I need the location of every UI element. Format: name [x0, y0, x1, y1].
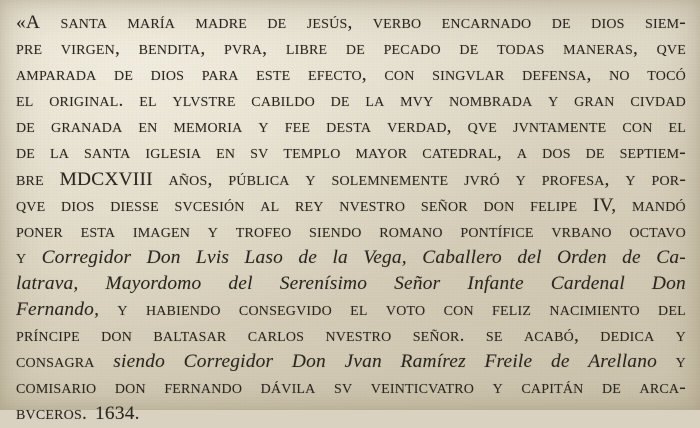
inscription-line: [16, 36, 686, 62]
inscription-word: carlos: [247, 325, 305, 347]
inscription-word: trofeo: [235, 220, 292, 242]
inscription-word: y: [492, 377, 503, 399]
inscription-word: MDCXVIII: [59, 168, 153, 190]
inscription-word: septiem-: [619, 142, 686, 164]
inscription-word: y: [117, 299, 128, 321]
inscription-word: de: [267, 12, 287, 33]
inscription-line: [16, 88, 686, 114]
inscription-word: qve: [656, 38, 686, 60]
inscription-word: la: [365, 90, 385, 112]
inscription-word: pública: [228, 168, 290, 190]
inscription-word: el: [668, 116, 686, 138]
inscription-word: Don: [291, 351, 326, 373]
inscription-word: svcesión: [174, 194, 245, 216]
inscription-word: la: [332, 246, 348, 268]
inscription-word: Ca-: [656, 246, 686, 268]
inscription-word: Serenísimo: [279, 272, 368, 294]
inscription-word: de: [622, 246, 641, 268]
inscription-word: a: [516, 142, 528, 164]
inscription-word: Corregidor: [183, 351, 274, 373]
inscription-word: dios: [61, 194, 95, 216]
inscription-word: tocó: [647, 64, 686, 86]
inscription-word: maneras,: [563, 38, 638, 60]
inscription-word: con: [443, 299, 474, 321]
inscription-word: para: [201, 64, 239, 86]
inscription-word: bre: [16, 168, 44, 190]
inscription-word: nvestro: [339, 194, 406, 216]
inscription-word: Arellano: [588, 351, 657, 373]
inscription-word: y: [675, 351, 686, 373]
inscription-word: de: [16, 142, 36, 164]
inscription-word: al: [260, 194, 280, 216]
inscription-word: Señor: [394, 272, 441, 294]
inscription-word: pre: [16, 38, 43, 60]
inscription-word: iglesia: [145, 142, 202, 164]
inscription-word: de: [550, 351, 570, 373]
inscription-line: [16, 10, 686, 36]
inscription-word: bvceros.: [16, 403, 88, 425]
inscription-word: profesa,: [541, 168, 610, 190]
inscription-word: Laso: [244, 246, 284, 268]
inscription-word: siendo: [113, 351, 166, 373]
inscription-word: mandó: [631, 194, 686, 216]
inscription-word: latrava,: [16, 272, 79, 294]
inscription-word: memoria: [173, 116, 243, 138]
inscription-word: del: [658, 299, 686, 321]
inscription-word: y: [258, 116, 269, 138]
inscription-word: de: [330, 90, 350, 112]
inscription-word: verdad,: [387, 116, 452, 138]
inscription-word: jesús,: [306, 12, 353, 33]
inscription-word: nvestro: [325, 325, 392, 347]
inscription-word: dios: [591, 12, 625, 33]
inscription-word: príncipe: [16, 325, 80, 347]
inscription-word: Cardenal: [550, 272, 625, 294]
inscription-word: solemnemente: [331, 168, 449, 190]
inscription-word: de: [298, 246, 318, 268]
inscription-word: qve: [467, 116, 498, 138]
inscription-line: [16, 140, 686, 166]
inscription-word: dios: [150, 64, 185, 86]
inscription-word: original.: [49, 90, 124, 112]
inscription-word: maría: [127, 12, 176, 33]
inscription-word: vrbano: [551, 220, 612, 242]
inscription-word: cabildo: [251, 90, 315, 112]
inscription-word: de: [585, 142, 605, 164]
inscription-word: esta: [80, 220, 116, 242]
inscription-word: don: [101, 325, 133, 347]
inscription-word: santa: [60, 12, 108, 33]
inscription-word: de: [459, 38, 479, 60]
inscription-word: madre: [195, 12, 247, 33]
inscription-line: [16, 401, 686, 427]
inscription-word: rey: [295, 194, 324, 216]
inscription-word: de: [551, 12, 571, 33]
inscription-word: del: [517, 246, 542, 268]
inscription-word: y: [16, 246, 27, 268]
inscription-word: por-: [651, 168, 686, 190]
inscription-line: [16, 219, 686, 245]
inscription-word: amparada: [16, 64, 97, 86]
inscription-word: Mayordomo: [105, 272, 202, 294]
inscription-word: civdad: [630, 90, 686, 112]
inscription-word: y: [207, 220, 219, 242]
inscription-word: dos: [542, 142, 571, 164]
inscription-word: qve: [16, 194, 46, 216]
inscription-word: verbo: [372, 12, 422, 33]
inscription-word: octavo: [629, 220, 686, 242]
inscription-word: Ramírez: [400, 351, 466, 373]
inscription-word: no: [609, 64, 630, 86]
inscription-word: Caballero: [422, 246, 502, 268]
inscription-word: comisario: [16, 377, 97, 399]
inscription-word: gran: [574, 90, 615, 112]
inscription-word: ylvstre: [172, 90, 236, 112]
inscription-word: la: [49, 142, 70, 164]
inscription-word: efecto,: [307, 64, 367, 86]
inscription-line: [16, 271, 686, 297]
inscription-word: consegvido: [238, 299, 332, 321]
inscription-word: pontífice: [460, 220, 534, 242]
inscription-word: todas: [497, 38, 545, 60]
inscription-word: Fernando,: [16, 299, 100, 321]
inscription-word: Freile: [484, 351, 533, 373]
inscription-word: en: [138, 116, 158, 138]
inscription-word: jvró: [464, 168, 500, 190]
inscription-word: siem-: [645, 12, 686, 33]
inscription-word: señor: [420, 194, 468, 216]
inscription-word: Infante: [467, 272, 524, 294]
inscription-word: defensa,: [522, 64, 592, 86]
inscription-word: virgen,: [60, 38, 121, 60]
inscription-word: Jvan: [344, 351, 382, 373]
inscription-word: Don: [146, 246, 181, 268]
inscription-word: el: [16, 90, 34, 112]
inscription-word: libre: [285, 38, 328, 60]
inscription-word: y: [675, 325, 686, 347]
inscription-word: fee: [284, 116, 311, 138]
inscription-word: de: [601, 377, 622, 399]
inscription-word: feliz: [492, 299, 532, 321]
inscription-line: [16, 62, 686, 88]
inscription-word: el: [350, 299, 368, 321]
inscription-word: diesse: [110, 194, 159, 216]
inscription-word: imagen: [132, 220, 191, 242]
inscription-word: Vega,: [363, 246, 407, 268]
inscription-word: Lvis: [196, 246, 230, 268]
inscription-word: de: [114, 64, 134, 86]
inscription-word: IV,: [592, 194, 617, 216]
inscription-word: arca-: [639, 377, 686, 399]
inscription-word: granada: [51, 116, 123, 138]
inscription-word: baltasar: [153, 325, 227, 347]
inscription-word: voto: [385, 299, 426, 321]
inscription-word: dedica: [600, 325, 655, 347]
inscription-word: santa: [83, 142, 131, 164]
inscription-word: «A: [16, 12, 41, 33]
inscription-line: [16, 323, 686, 349]
inscription-word: de: [345, 38, 365, 60]
inscription-line: [16, 297, 686, 323]
inscription-word: del: [228, 272, 253, 294]
inscription-word: y: [305, 168, 316, 190]
inscription-word: poner: [16, 220, 63, 242]
inscription-line: [16, 114, 686, 140]
inscription-line: [16, 167, 686, 193]
inscription-word: y: [548, 90, 559, 112]
inscription-word: señor.: [412, 325, 465, 347]
inscription-word: mvy: [400, 90, 434, 112]
inscription-word: don: [483, 194, 515, 216]
inscription-word: fernando: [164, 377, 243, 399]
inscription-word: bendita,: [138, 38, 206, 60]
inscription-word: singvlar: [432, 64, 505, 86]
inscription-word: con: [622, 116, 653, 138]
inscription-line: [16, 349, 686, 375]
inscription-word: nombrada: [449, 90, 533, 112]
inscription-word: de: [16, 116, 36, 138]
inscription-word: Orden: [556, 246, 607, 268]
inscription-word: jvntamente: [512, 116, 607, 138]
inscription-word: capitán: [521, 377, 584, 399]
inscription-word: encarnado: [441, 12, 532, 33]
inscription-word: sv: [334, 377, 353, 399]
inscription-word: romano: [379, 220, 443, 242]
inscription-word: catedral,: [422, 142, 502, 164]
inscription-word: 1634.: [95, 403, 140, 425]
inscription-word: Corregidor: [41, 246, 132, 268]
inscription-word: años,: [168, 168, 213, 190]
inscription-word: sv: [250, 142, 269, 164]
inscription-word: templo: [283, 142, 341, 164]
inscription-line: [16, 375, 686, 401]
inscription-line: [16, 193, 686, 219]
inscription-word: Don: [651, 272, 686, 294]
inscription-word: este: [256, 64, 291, 86]
inscription-text-block: [16, 10, 686, 428]
inscription-word: acabó,: [523, 325, 580, 347]
inscription-word: y: [625, 168, 636, 190]
inscription-word: don: [114, 377, 146, 399]
inscription-word: dávila: [260, 377, 316, 399]
inscription-word: se: [485, 325, 503, 347]
inscription-word: y: [515, 168, 526, 190]
inscription-word: consagra: [16, 351, 95, 373]
inscription-word: siendo: [309, 220, 362, 242]
inscription-word: con: [384, 64, 415, 86]
inscription-word: veinticvatro: [370, 377, 475, 399]
inscription-word: nacimiento: [549, 299, 640, 321]
inscription-line: [16, 245, 686, 271]
inscription-word: en: [216, 142, 236, 164]
inscription-word: el: [139, 90, 157, 112]
inscription-word: felipe: [530, 194, 578, 216]
inscription-word: mayor: [355, 142, 408, 164]
inscription-word: desta: [326, 116, 372, 138]
inscription-word: pecado: [383, 38, 441, 60]
inscription-word: habiendo: [145, 299, 221, 321]
inscription-word: pvra,: [224, 38, 268, 60]
